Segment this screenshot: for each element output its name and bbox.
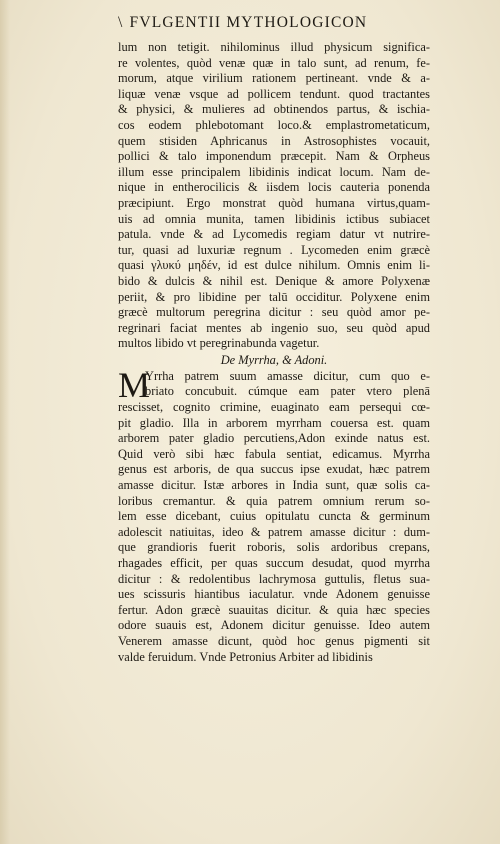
text-line: bido & dulcis & nihil est. Denique & amore Polyxenæ bbox=[118, 273, 430, 288]
section-heading: De Myrrha, & Adoni. bbox=[220, 352, 328, 367]
running-header bbox=[118, 14, 428, 38]
text-line: morum, atque virilium rationem pertineant. vnde & a- bbox=[118, 71, 430, 86]
text-line: nique in entherocilicis & iisdem locis cauteria ponenda bbox=[118, 180, 430, 195]
text-line: quem stisiden Aphricanus in Astrosophistes vocauit, bbox=[118, 133, 430, 148]
header-mark: \ bbox=[118, 14, 124, 31]
text-line: valde feruidum. Vnde Petronius Arbiter ad libidinis bbox=[118, 649, 373, 664]
text-line: Venerem amasse dicunt, quòd hoc genus pigmenti sit bbox=[118, 633, 430, 648]
paragraph-myrrha bbox=[118, 364, 430, 665]
text-line: arborem pater gladio percutiens,Adon exinde natus est. bbox=[118, 431, 430, 446]
text-line: illum esse principalem libidinis indicat locum. Nam de- bbox=[118, 164, 430, 179]
text-line: genus est arboris, de qua succus ipse exudat, hæc patrem bbox=[118, 462, 430, 477]
text-line: rhagades efficit, per quas succum desudat, quod myrrha bbox=[118, 556, 430, 570]
text-line: ues scissuris hiantibus iaculatur. vnde Adonem genuisse bbox=[118, 587, 430, 602]
text-line: periit, & pro libidine per talū occiditur. Polyxene enim bbox=[118, 289, 430, 304]
text-line: briato concubuit. cúmque eam pater vtero plenā bbox=[145, 384, 430, 399]
drop-capital: M bbox=[118, 364, 151, 405]
text-line: amasse dicitur. Istæ arbores in India sunt, quæ solis ca- bbox=[118, 478, 430, 493]
text-line: regrinari faciat mentes ab ingenio suo, seu quòd apud bbox=[118, 320, 430, 335]
text-line: loribus cremantur. & quia patrem omnium rerum so- bbox=[118, 493, 430, 508]
text-line: pit gladio. Illa in arborem myrrham couersa est. quam bbox=[118, 415, 430, 430]
header-title: FVLGENTII MYTHOLOGICON bbox=[129, 14, 368, 31]
text-line: multos libido vt peregrinabunda vagetur. bbox=[118, 336, 320, 351]
text-line: adolescit natiuitas, ideo & patrem amasse dicitur : dum- bbox=[118, 524, 430, 539]
text-line: dicitur : & redolentibus lachrymosa guttulis, fletus sua- bbox=[118, 571, 430, 586]
text-line: lum non tetigit. nihilominus illud physicum significa- bbox=[118, 40, 430, 54]
text-line: tur, quasi ad luxuriæ regnum . Lycomeden enim græcè bbox=[118, 242, 430, 257]
text-line: cos eodem phlebotomant loco.& emplastrometaticum, bbox=[118, 117, 430, 132]
text-line: pollici & talo imponendum præcepit. Nam & Orpheus bbox=[118, 149, 430, 164]
text-line: lem esse dicebant, cuius opitulatu cuncta & germinum bbox=[118, 509, 430, 524]
text-line: liquæ venæ vsque ad pollicem tendunt. quod tractantes bbox=[118, 86, 430, 101]
text-line: uis ad omnia munita, tamen libidinis ictibus subiacet bbox=[118, 211, 430, 226]
body-text bbox=[118, 40, 430, 665]
text-line: fertur. Adon græcè suauitas dicitur. & quia hæc species bbox=[118, 602, 430, 617]
text-line: quasi γλυκύ μηδέν, id est dulce nihilum. Omnis enim li- bbox=[118, 258, 430, 273]
page-gutter-shadow bbox=[0, 0, 10, 844]
text-line: re volentes, quòd venæ quæ in talo sunt, ad renum, fe- bbox=[118, 55, 430, 70]
text-line: & physici, & mulieres ad obtinendos partus, & ischia- bbox=[118, 102, 430, 117]
text-line: rescisset, cognito crimine, euaginato eam persequi cœ- bbox=[118, 400, 430, 415]
text-line: que grandioris fuerit roboris, solis ardoribus crepans, bbox=[118, 540, 430, 555]
paragraph-achilles bbox=[118, 40, 430, 352]
text-line: Quid verò sibi hæc fabula sentiat, edicamus. Myrrha bbox=[118, 446, 430, 461]
text-line: patula. vnde & ad Lycomedis regiam datur vt nutrire- bbox=[118, 227, 430, 242]
text-line: græcè multorum peregrina dicitur : seu quòd amor pe- bbox=[118, 305, 430, 320]
text-line: præcipiunt. Ergo monstrat quòd humana virtus,quam- bbox=[118, 195, 430, 210]
text-line: odore suauis est, Adonem dicitur genuisse. Ideo autem bbox=[118, 618, 430, 633]
text-line: Yrrha patrem suum amasse dicitur, cum quo e- bbox=[145, 368, 430, 383]
